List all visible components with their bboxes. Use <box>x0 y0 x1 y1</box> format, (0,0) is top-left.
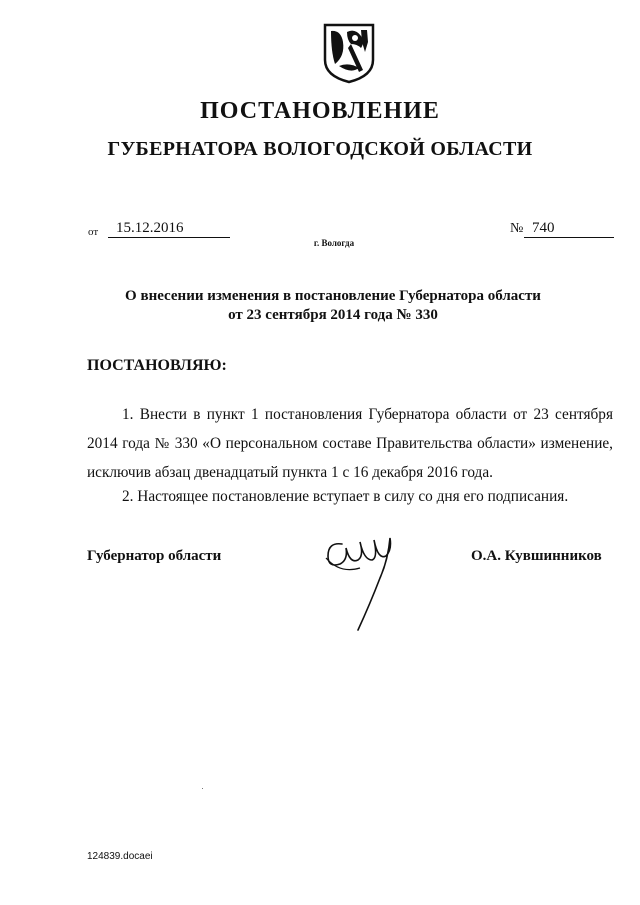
subject-line-2: от 23 сентября 2014 года № 330 <box>228 307 438 323</box>
city-label: г. Вологда <box>313 238 355 248</box>
decree-word: ПОСТАНОВЛЯЮ: <box>87 357 227 374</box>
file-reference: 124839.docaei <box>87 851 153 862</box>
signatory-name: О.А. Кувшинников <box>471 548 602 564</box>
issuer-title: ГУБЕРНАТОРА ВОЛОГОДСКОЙ ОБЛАСТИ <box>107 138 533 160</box>
paragraph-1: 1. Внести в пункт 1 постановления Губернатора области от 23 сентября 2014 года № 330 «О персональном составе Правительства области» изменение, исключив абзац двенадцатый пункта 1 с 16 декабря 2016 года. <box>87 406 613 481</box>
document-title: ПОСТАНОВЛЕНИЕ <box>200 98 440 124</box>
subject-line-1: О внесении изменения в постановление Губернатора области <box>125 288 541 304</box>
number-value: 740 <box>524 220 614 238</box>
date-value: 15.12.2016 <box>108 220 230 238</box>
paragraph-2: 2. Настоящее постановление вступает в силу со дня его подписания. <box>122 488 569 505</box>
coat-of-arms-icon <box>321 22 377 84</box>
number-label: № <box>510 221 524 236</box>
scan-dot <box>202 788 203 789</box>
signature-image <box>320 530 400 635</box>
subject-heading <box>0 287 640 325</box>
date-label: от <box>88 226 99 238</box>
signatory-position: Губернатор области <box>87 548 222 564</box>
